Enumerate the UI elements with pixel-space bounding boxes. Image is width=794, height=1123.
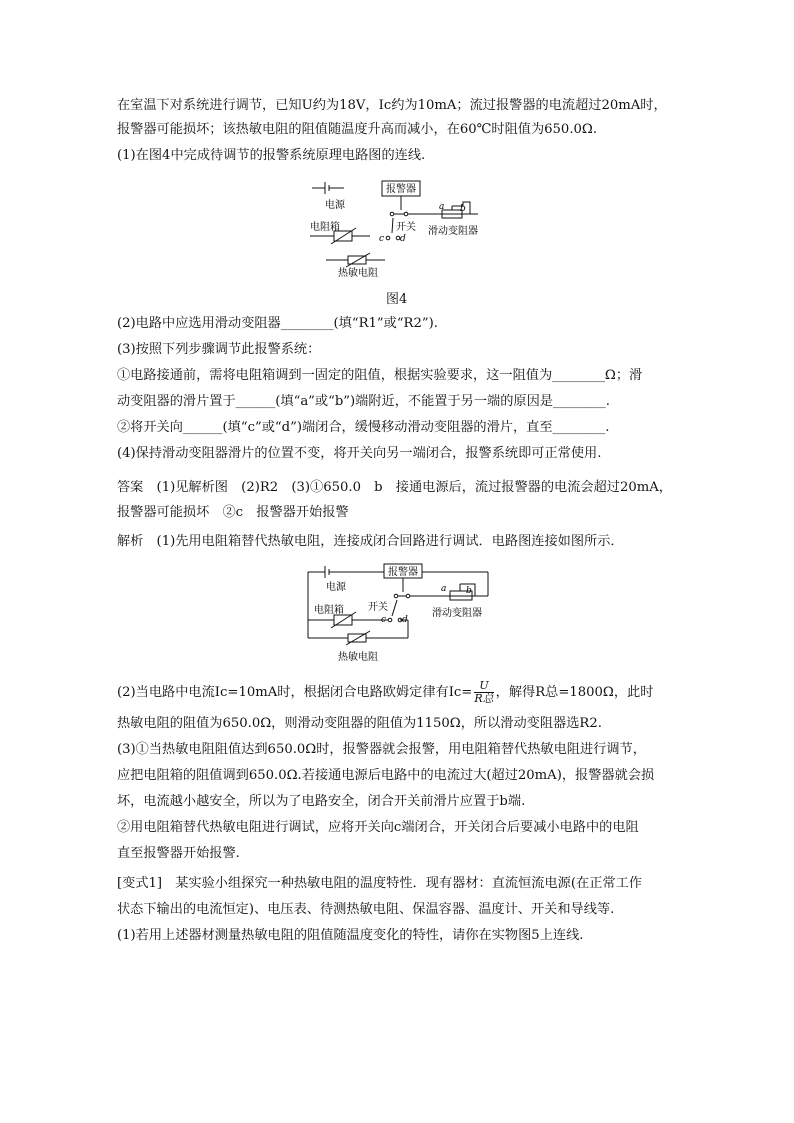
sol-a-label: a — [441, 584, 447, 594]
analysis-line-1: 解析 (1)先用电阻箱替代热敏电阻，连接成闭合回路进行调试．电路图连接如图所示． — [117, 534, 624, 549]
fig4-d-label: d — [400, 234, 406, 244]
analysis-line-8: 直至报警器开始报警. — [117, 846, 240, 861]
variant-line-1: [变式1] 某实验小组探究一种热敏电阻的温度特性．现有器材：直流恒流电源(在正常工作 — [117, 876, 642, 891]
variant-line-3: (1)若用上述器材测量热敏电阻的阻值随温度变化的特性，请你在实物图5上连线. — [117, 928, 584, 943]
text-line-2: 报警器可能损坏；该热敏电阻的阻值随温度升高而减小，在60℃时阻值为650.0Ω. — [117, 122, 598, 137]
text-line-9: (4)保持滑动变阻器滑片的位置不变，将开关向另一端闭合，报警系统即可正常使用. — [117, 446, 602, 461]
solution-circuit-figure — [300, 560, 500, 668]
analysis-line-6: 坏，电流越小越安全，所以为了电路安全，闭合开关前滑片应置于b端. — [117, 794, 526, 809]
analysis-line-5: 应把电阻箱的阻值调到650.0Ω.若接通电源后电路中的电流过大(超过20mA)，报警器就会损 — [117, 768, 655, 783]
text-line-4: (2)电路中应选用滑动变阻器________(填“R1”或“R2”). — [117, 316, 438, 331]
formula-numerator: U — [474, 680, 493, 693]
sol-d-label: d — [402, 615, 408, 625]
fig4-alarm-label: 报警器 — [386, 184, 416, 195]
formula-denominator: R总 — [474, 692, 494, 705]
text-line-8: ②将开关向______(填“c”或“d”)端闭合，缓慢移动滑动变阻器的滑片，直至________. — [117, 420, 610, 435]
figure-4-circuit — [300, 178, 500, 283]
text-line-7: 动变阻器的滑片置于______(填“a”或“b”)端附近，不能置于另一端的原因是________. — [117, 394, 610, 409]
text-line-5: (3)按照下列步骤调节此报警系统： — [117, 342, 321, 357]
fig4-c-label: c — [379, 234, 385, 244]
sol-switch-label: 开关 — [368, 602, 388, 613]
answer-line-1: 答案 (1)见解析图 (2)R2 (3)①650.0 b 接通电源后，流过报警器的电流会超过20mA， — [117, 480, 672, 495]
figure-4-svg — [300, 178, 500, 283]
figure-4-caption: 图4 — [386, 292, 408, 307]
analysis-line-4: (3)①当热敏电阻阻值达到650.0Ω时，报警器就会报警，用电阻箱替代热敏电阻进行调节， — [117, 742, 646, 757]
analysis-line-3: 热敏电阻的阻值为650.0Ω，则滑动变阻器的阻值为1150Ω，所以滑动变阻器选R2. — [117, 716, 602, 731]
sol-rheostat-label: 滑动变阻器 — [432, 608, 482, 619]
formula-fraction — [474, 680, 493, 705]
fig4-rbox-label: 电阻箱 — [310, 222, 340, 233]
fig4-b-label: b — [460, 204, 466, 214]
text-line-6: ①电路接通前，需将电阻箱调到一固定的阻值，根据实验要求，这一阻值为________Ω；滑 — [117, 368, 643, 383]
analysis-line-2-part-a: (2)当电路中电流Ic=10mA时，根据闭合电路欧姆定律有Ic= — [117, 685, 473, 700]
analysis-line-2 — [117, 677, 653, 709]
fig4-rheostat-label: 滑动变阻器 — [428, 226, 478, 237]
text-line-3: (1)在图4中完成待调节的报警系统原理电路图的连线. — [117, 148, 426, 163]
analysis-line-2-part-b: ，解得R总=1800Ω，此时 — [495, 685, 654, 700]
answer-line-2: 报警器可能损坏 ②c 报警器开始报警 — [117, 505, 349, 520]
sol-power-label: 电源 — [326, 582, 346, 593]
text-line-1: 在室温下对系统进行调节，已知U约为18V，Ic约为10mA；流过报警器的电流超过20mA时， — [117, 98, 667, 113]
fig4-power-label: 电源 — [325, 200, 345, 211]
sol-b-label: b — [466, 586, 472, 596]
solution-circuit-svg — [300, 560, 500, 668]
sol-c-label: c — [381, 615, 387, 625]
fig4-thermistor-label: 热敏电阻 — [338, 268, 378, 279]
variant-line-2: 状态下输出的电流恒定)、电压表、待测热敏电阻、保温容器、温度计、开关和导线等. — [117, 902, 615, 917]
fig4-a-label: a — [439, 202, 445, 212]
sol-alarm-label: 报警器 — [388, 567, 418, 578]
fig4-switch-label: 开关 — [396, 222, 416, 233]
sol-rbox-label: 电阻箱 — [314, 605, 344, 616]
analysis-line-7: ②用电阻箱替代热敏电阻进行调试，应将开关向c端闭合，开关闭合后要减小电路中的电阻 — [117, 820, 639, 835]
sol-thermistor-label: 热敏电阻 — [338, 652, 378, 663]
